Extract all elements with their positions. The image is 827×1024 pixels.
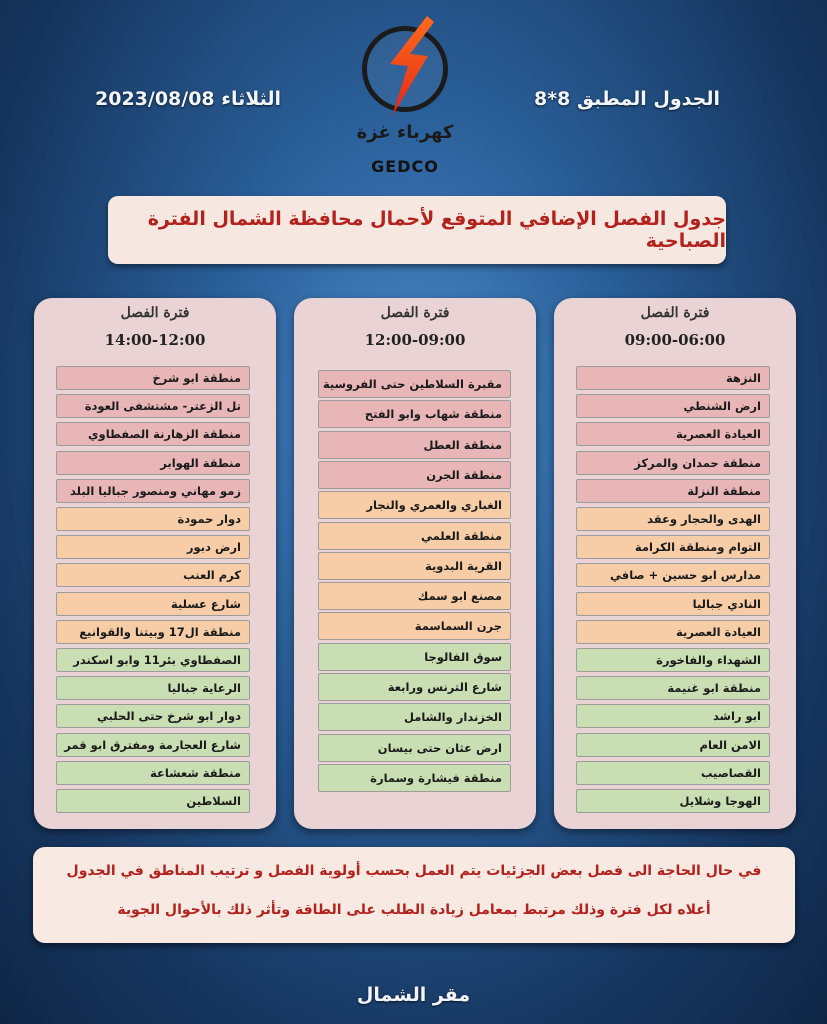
panel-label: فترة الفصل <box>120 305 190 321</box>
note-line-1: في حال الحاجة الى فصل بعض الجزئيات يتم العمل بحسب أولوية الفصل و ترتيب المناطق في الجدول <box>66 863 762 879</box>
area-item: القرية البدوية <box>318 552 511 580</box>
area-item: جرن السماسمة <box>318 612 511 640</box>
area-item: منطقة حمدان والمركز <box>576 451 770 475</box>
area-item: منطقة العطل <box>318 431 511 459</box>
area-item: النزهة <box>576 366 770 390</box>
area-item: العيادة العصرية <box>576 422 770 446</box>
note-line-2: أعلاه لكل فترة وذلك مرتبط بمعامل زيادة الطلب على الطاقة وتأثر ذلك بالأحوال الجوية <box>117 902 711 918</box>
area-item: التوام ومنطقة الكرامة <box>576 535 770 559</box>
schedule-label: الجدول المطبق 8*8 <box>533 88 720 110</box>
area-item: الهدى والحجار وعقد <box>576 507 770 531</box>
area-item: ارض دبور <box>56 535 250 559</box>
area-item: ارض الشنطي <box>576 394 770 418</box>
area-item: مصنع ابو سمك <box>318 582 511 610</box>
panel-period-2 <box>294 298 536 829</box>
area-item: منطقة العلمي <box>318 522 511 550</box>
area-item: الهوجا وشلايل <box>576 789 770 813</box>
area-item: الصفطاوي بئر11 وابو اسكندر <box>56 648 250 672</box>
area-item: ابو راشد <box>576 704 770 728</box>
area-item: منطقة فيشارة وسمارة <box>318 764 511 792</box>
area-item: شارع عسلية <box>56 592 250 616</box>
area-item: دوار حمودة <box>56 507 250 531</box>
area-item: السلاطين <box>56 789 250 813</box>
area-item: مقبرة السلاطين حتى الفروسية <box>318 370 511 398</box>
area-item: منطقة شهاب وابو الفتح <box>318 400 511 428</box>
area-item: منطقة الهوابر <box>56 451 250 475</box>
area-item: الامن العام <box>576 733 770 757</box>
note-box <box>33 847 795 943</box>
area-item: القصاصيب <box>576 761 770 785</box>
footer-label: مقر الشمال <box>356 984 471 1006</box>
date-label: الثلاثاء 2023/08/08 <box>95 88 282 110</box>
area-item: منطقة شعشاعة <box>56 761 250 785</box>
page-title: جدول الفصل الإضافي المتوقع لأحمال محافظة الشمال الفترة الصباحية <box>108 196 726 264</box>
panel-period-1 <box>554 298 796 829</box>
area-item: منطقة ابو غنيمة <box>576 676 770 700</box>
area-item: كرم العنب <box>56 563 250 587</box>
area-item: مدارس ابو حسين + صافي <box>576 563 770 587</box>
area-item: دوار ابو شرخ حتى الحلبي <box>56 704 250 728</box>
area-item: ارض عثان حتى بيسان <box>318 734 511 762</box>
area-item: الغباري والعمري والنجار <box>318 491 511 519</box>
area-item: شارع العجارمة ومفترق ابو قمر <box>56 733 250 757</box>
brand-name-english: GEDCO <box>371 157 439 176</box>
area-item: منطقة الزهارنة الصفطاوي <box>56 422 250 446</box>
lightning-bolt-icon <box>372 14 442 118</box>
area-item: منطقة ال17 وبيتنا والقوانيع <box>56 620 250 644</box>
area-item: الشهداء والفاخورة <box>576 648 770 672</box>
panel-label: فترة الفصل <box>380 305 450 321</box>
area-item: النادي جباليا <box>576 592 770 616</box>
area-item: سوق الفالوجا <box>318 643 511 671</box>
area-item: تل الزعتر- مشتشفى العودة <box>56 394 250 418</box>
area-item: العيادة العصرية <box>576 620 770 644</box>
panel-time: 12:00-09:00 <box>364 331 466 349</box>
panel-period-3 <box>34 298 276 829</box>
area-item: منطقة النزلة <box>576 479 770 503</box>
area-item: الرعاية جباليا <box>56 676 250 700</box>
panel-time: 14:00-12:00 <box>104 331 206 349</box>
panel-label: فترة الفصل <box>640 305 710 321</box>
area-item: شارع الترنس ورابعة <box>318 673 511 701</box>
brand-name-arabic: كهرباء غزة <box>356 122 454 143</box>
area-item: منطقة الجرن <box>318 461 511 489</box>
area-item: الخزندار والشامل <box>318 703 511 731</box>
area-item: منطقة ابو شرخ <box>56 366 250 390</box>
area-item: زمو مهاني ومنصور جباليا البلد <box>56 479 250 503</box>
panel-time: 09:00-06:00 <box>624 331 726 349</box>
